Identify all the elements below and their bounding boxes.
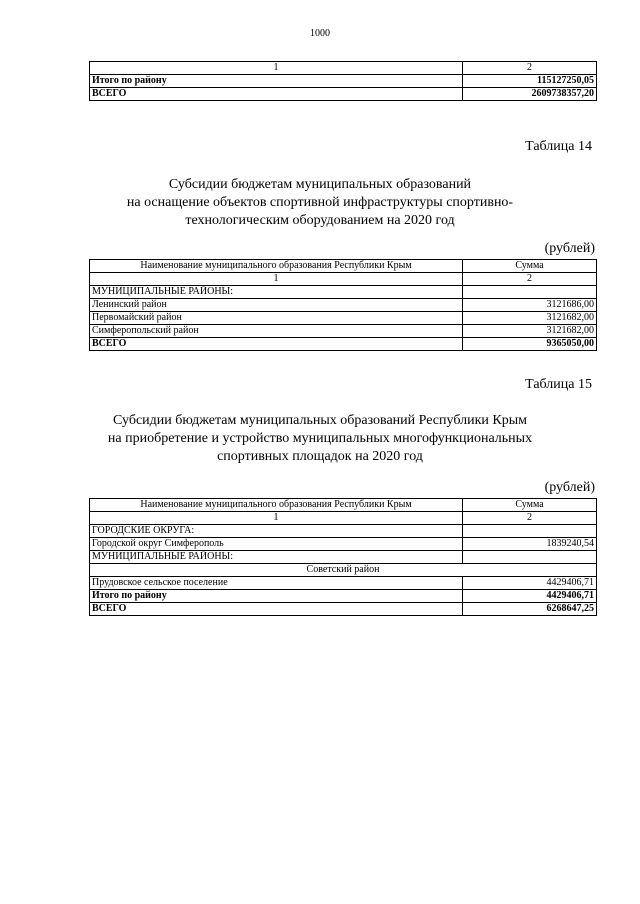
row-sum: 3121682,00	[463, 325, 597, 338]
top-table	[89, 61, 597, 101]
table-row	[90, 75, 597, 88]
title-line: на приобретение и устройство муниципальных многофункциональных	[107, 431, 533, 446]
table-row	[90, 273, 597, 286]
table15-title	[60, 412, 580, 466]
col-number-2: 2	[463, 62, 597, 75]
row-sum: 3121682,00	[463, 312, 597, 325]
row-name: Ленинский район	[90, 299, 463, 312]
table15-label: Таблица 15	[525, 377, 592, 392]
table-row	[90, 325, 597, 338]
section-label: МУНИЦИПАЛЬНЫЕ РАЙОНЫ:	[90, 286, 463, 299]
total-name: ВСЕГО	[90, 603, 463, 616]
section-label: МУНИЦИПАЛЬНЫЕ РАЙОНЫ:	[90, 551, 463, 564]
subtotal-name: Итого по району	[90, 590, 463, 603]
table-row	[90, 299, 597, 312]
section-label: ГОРОДСКИЕ ОКРУГА:	[90, 525, 463, 538]
row-name: ВСЕГО	[90, 88, 463, 101]
table-row	[90, 551, 597, 564]
table14-label: Таблица 14	[525, 139, 592, 154]
title-line: технологическим оборудованием на 2020 год	[185, 213, 455, 228]
total-name: ВСЕГО	[90, 338, 463, 351]
header-sum: Сумма	[463, 260, 597, 273]
table14	[89, 259, 597, 351]
header-sum: Сумма	[463, 499, 597, 512]
col-number-1: 1	[90, 512, 463, 525]
table-row	[90, 62, 597, 75]
table15	[89, 498, 597, 616]
col-number-1: 1	[90, 273, 463, 286]
table-row	[90, 312, 597, 325]
title-line: на оснащение объектов спортивной инфраструктуры спортивно-	[126, 195, 514, 210]
col-number-2: 2	[463, 273, 597, 286]
table-row	[90, 590, 597, 603]
total-sum: 9365050,00	[463, 338, 597, 351]
table-row	[90, 577, 597, 590]
table15-unit: (рублей)	[544, 480, 595, 495]
row-name: Итого по району	[90, 75, 463, 88]
page-number: 1000	[310, 28, 330, 39]
table-header	[90, 260, 597, 273]
district-label: Советский район	[90, 564, 597, 577]
row-name: Прудовское сельское поселение	[90, 577, 463, 590]
row-sum: 2609738357,20	[463, 88, 597, 101]
row-sum: 115127250,05	[463, 75, 597, 88]
title-line: Субсидии бюджетам муниципальных образований	[168, 177, 472, 192]
table-row	[90, 512, 597, 525]
table14-title	[60, 176, 580, 230]
table-row	[90, 538, 597, 551]
row-sum: 4429406,71	[463, 577, 597, 590]
table-row	[90, 338, 597, 351]
header-name: Наименование муниципального образования Республики Крым	[90, 499, 463, 512]
table-row	[90, 603, 597, 616]
table-header	[90, 499, 597, 512]
table-row	[90, 525, 597, 538]
table-row	[90, 286, 597, 299]
row-name: Городской округ Симферополь	[90, 538, 463, 551]
row-name: Первомайский район	[90, 312, 463, 325]
title-line: спортивных площадок на 2020 год	[217, 449, 423, 464]
table-row	[90, 88, 597, 101]
row-sum: 3121686,00	[463, 299, 597, 312]
table14-unit: (рублей)	[544, 241, 595, 256]
header-name: Наименование муниципального образования Республики Крым	[90, 260, 463, 273]
col-number-1: 1	[90, 62, 463, 75]
subtotal-sum: 4429406,71	[463, 590, 597, 603]
table-row	[90, 564, 597, 577]
total-sum: 6268647,25	[463, 603, 597, 616]
title-line: Субсидии бюджетам муниципальных образований Республики Крым	[113, 413, 527, 428]
row-sum: 1839240,54	[463, 538, 597, 551]
row-name: Симферопольский район	[90, 325, 463, 338]
col-number-2: 2	[463, 512, 597, 525]
